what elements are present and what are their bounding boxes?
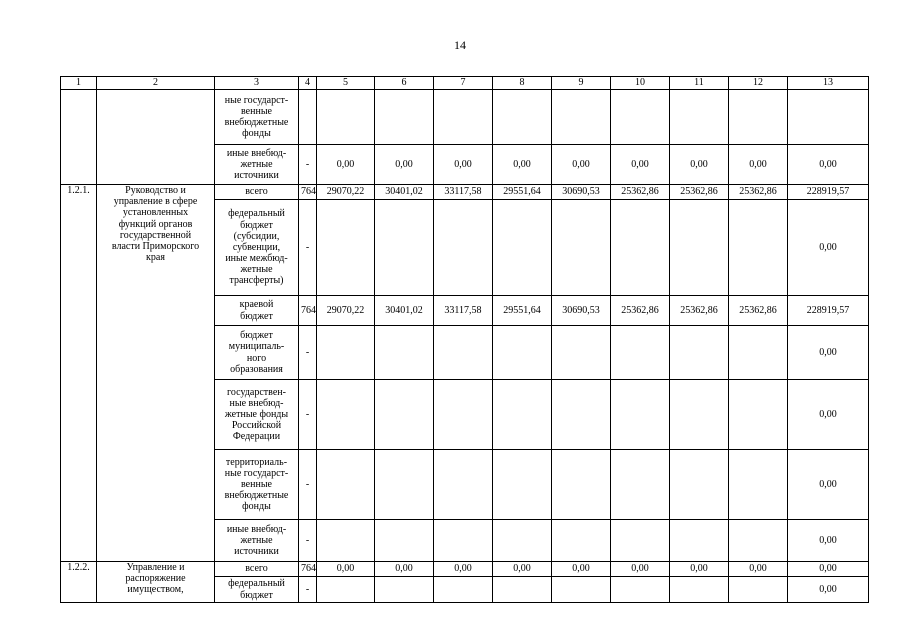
value-cell xyxy=(552,200,611,296)
column-number-row xyxy=(61,77,869,90)
value-cell: 0,00 xyxy=(611,562,670,577)
value-cell xyxy=(493,90,552,145)
value-cell: 0,00 xyxy=(375,562,434,577)
value-cell xyxy=(375,520,434,562)
code-cell: - xyxy=(299,145,317,185)
value-cell xyxy=(317,450,375,520)
value-cell xyxy=(434,90,493,145)
item-number: 1.2.1. xyxy=(61,185,97,562)
value-cell xyxy=(611,380,670,450)
column-header: 12 xyxy=(729,77,788,90)
value-cell: 25362,86 xyxy=(611,185,670,200)
value-cell xyxy=(552,450,611,520)
column-header: 4 xyxy=(299,77,317,90)
column-header: 3 xyxy=(215,77,299,90)
funding-source: всего xyxy=(215,185,299,200)
value-cell xyxy=(670,200,729,296)
column-header: 13 xyxy=(788,77,869,90)
value-cell xyxy=(493,326,552,380)
item-name: Управление и распоряжение имуществом, xyxy=(97,562,215,603)
item-number xyxy=(61,90,97,185)
page-number: 14 xyxy=(454,38,466,52)
value-cell: 33117,58 xyxy=(434,185,493,200)
column-header: 11 xyxy=(670,77,729,90)
funding-source: всего xyxy=(215,562,299,577)
code-cell: - xyxy=(299,577,317,603)
value-cell xyxy=(493,380,552,450)
value-cell xyxy=(552,520,611,562)
value-cell xyxy=(729,577,788,603)
code-cell: 764 xyxy=(299,562,317,577)
value-cell: 0,00 xyxy=(788,200,869,296)
code-cell: - xyxy=(299,520,317,562)
value-cell xyxy=(611,450,670,520)
value-cell: 33117,58 xyxy=(434,296,493,326)
value-cell: 0,00 xyxy=(552,145,611,185)
value-cell: 0,00 xyxy=(729,145,788,185)
value-cell xyxy=(729,380,788,450)
value-cell: 29070,22 xyxy=(317,296,375,326)
value-cell xyxy=(317,200,375,296)
funding-source: бюджет муниципаль- ного образования xyxy=(215,326,299,380)
funding-source: иные внебюд- жетные источники xyxy=(215,520,299,562)
value-cell xyxy=(729,200,788,296)
value-cell: 0,00 xyxy=(788,145,869,185)
value-cell: 0,00 xyxy=(788,450,869,520)
value-cell xyxy=(493,577,552,603)
value-cell xyxy=(611,326,670,380)
value-cell xyxy=(670,90,729,145)
value-cell xyxy=(434,200,493,296)
value-cell xyxy=(375,200,434,296)
value-cell: 0,00 xyxy=(729,562,788,577)
funding-source: федеральный бюджет (субсидии, субвенции, иные межбюд- жетные трансферты) xyxy=(215,200,299,296)
value-cell xyxy=(317,90,375,145)
funding-source: иные внебюд- жетные источники xyxy=(215,145,299,185)
value-cell xyxy=(375,380,434,450)
column-header: 6 xyxy=(375,77,434,90)
value-cell: 25362,86 xyxy=(729,296,788,326)
value-cell xyxy=(375,326,434,380)
item-number: 1.2.2. xyxy=(61,562,97,603)
value-cell xyxy=(317,326,375,380)
value-cell xyxy=(552,326,611,380)
code-cell: - xyxy=(299,380,317,450)
value-cell xyxy=(729,90,788,145)
funding-source: федеральный бюджет xyxy=(215,577,299,603)
value-cell xyxy=(611,577,670,603)
value-cell xyxy=(611,90,670,145)
code-cell: 764 xyxy=(299,185,317,200)
table-row xyxy=(61,562,869,577)
value-cell: 0,00 xyxy=(788,577,869,603)
value-cell: 0,00 xyxy=(788,562,869,577)
column-header: 1 xyxy=(61,77,97,90)
value-cell: 30690,53 xyxy=(552,296,611,326)
funding-source: территориаль- ные государст- венные внебюджетные фонды xyxy=(215,450,299,520)
item-name: Руководство и управление в сфере установленных функций органов государственной власти Приморского края xyxy=(97,185,215,562)
value-cell: 30401,02 xyxy=(375,296,434,326)
value-cell xyxy=(434,326,493,380)
value-cell: 25362,86 xyxy=(611,296,670,326)
value-cell: 0,00 xyxy=(317,562,375,577)
value-cell: 0,00 xyxy=(434,562,493,577)
value-cell xyxy=(375,450,434,520)
value-cell: 0,00 xyxy=(611,145,670,185)
column-header: 7 xyxy=(434,77,493,90)
value-cell xyxy=(670,450,729,520)
value-cell xyxy=(375,90,434,145)
value-cell: 0,00 xyxy=(493,562,552,577)
budget-table xyxy=(60,76,869,603)
code-cell: - xyxy=(299,326,317,380)
value-cell: 0,00 xyxy=(670,562,729,577)
value-cell: 30690,53 xyxy=(552,185,611,200)
value-cell xyxy=(552,577,611,603)
code-cell: - xyxy=(299,200,317,296)
value-cell xyxy=(670,577,729,603)
item-name xyxy=(97,90,215,185)
value-cell xyxy=(552,380,611,450)
value-cell xyxy=(434,520,493,562)
code-cell: 764 xyxy=(299,296,317,326)
value-cell: 25362,86 xyxy=(729,185,788,200)
value-cell xyxy=(611,200,670,296)
value-cell: 29070,22 xyxy=(317,185,375,200)
value-cell xyxy=(434,577,493,603)
value-cell: 0,00 xyxy=(670,145,729,185)
value-cell: 25362,86 xyxy=(670,185,729,200)
column-header: 5 xyxy=(317,77,375,90)
column-header: 8 xyxy=(493,77,552,90)
value-cell xyxy=(788,90,869,145)
value-cell: 29551,64 xyxy=(493,185,552,200)
table-row xyxy=(61,90,869,145)
column-header: 9 xyxy=(552,77,611,90)
value-cell xyxy=(493,200,552,296)
funding-source: государствен- ные внебюд- жетные фонды Российской Федерации xyxy=(215,380,299,450)
value-cell xyxy=(493,520,552,562)
value-cell: 0,00 xyxy=(788,380,869,450)
value-cell: 0,00 xyxy=(552,562,611,577)
value-cell xyxy=(729,520,788,562)
value-cell xyxy=(670,520,729,562)
value-cell xyxy=(317,520,375,562)
value-cell: 0,00 xyxy=(317,145,375,185)
code-cell: - xyxy=(299,450,317,520)
value-cell xyxy=(434,450,493,520)
value-cell: 228919,57 xyxy=(788,296,869,326)
value-cell xyxy=(670,380,729,450)
value-cell xyxy=(729,326,788,380)
value-cell xyxy=(493,450,552,520)
value-cell xyxy=(552,90,611,145)
funding-source: ные государст- венные внебюджетные фонды xyxy=(215,90,299,145)
value-cell: 25362,86 xyxy=(670,296,729,326)
value-cell xyxy=(434,380,493,450)
value-cell: 228919,57 xyxy=(788,185,869,200)
value-cell: 29551,64 xyxy=(493,296,552,326)
funding-source: краевой бюджет xyxy=(215,296,299,326)
value-cell xyxy=(670,326,729,380)
value-cell xyxy=(729,450,788,520)
value-cell: 0,00 xyxy=(788,326,869,380)
code-cell xyxy=(299,90,317,145)
table-row xyxy=(61,185,869,200)
value-cell: 0,00 xyxy=(375,145,434,185)
column-header: 2 xyxy=(97,77,215,90)
value-cell: 0,00 xyxy=(788,520,869,562)
value-cell: 0,00 xyxy=(493,145,552,185)
value-cell: 30401,02 xyxy=(375,185,434,200)
value-cell xyxy=(317,577,375,603)
value-cell: 0,00 xyxy=(434,145,493,185)
value-cell xyxy=(317,380,375,450)
column-header: 10 xyxy=(611,77,670,90)
value-cell xyxy=(375,577,434,603)
value-cell xyxy=(611,520,670,562)
